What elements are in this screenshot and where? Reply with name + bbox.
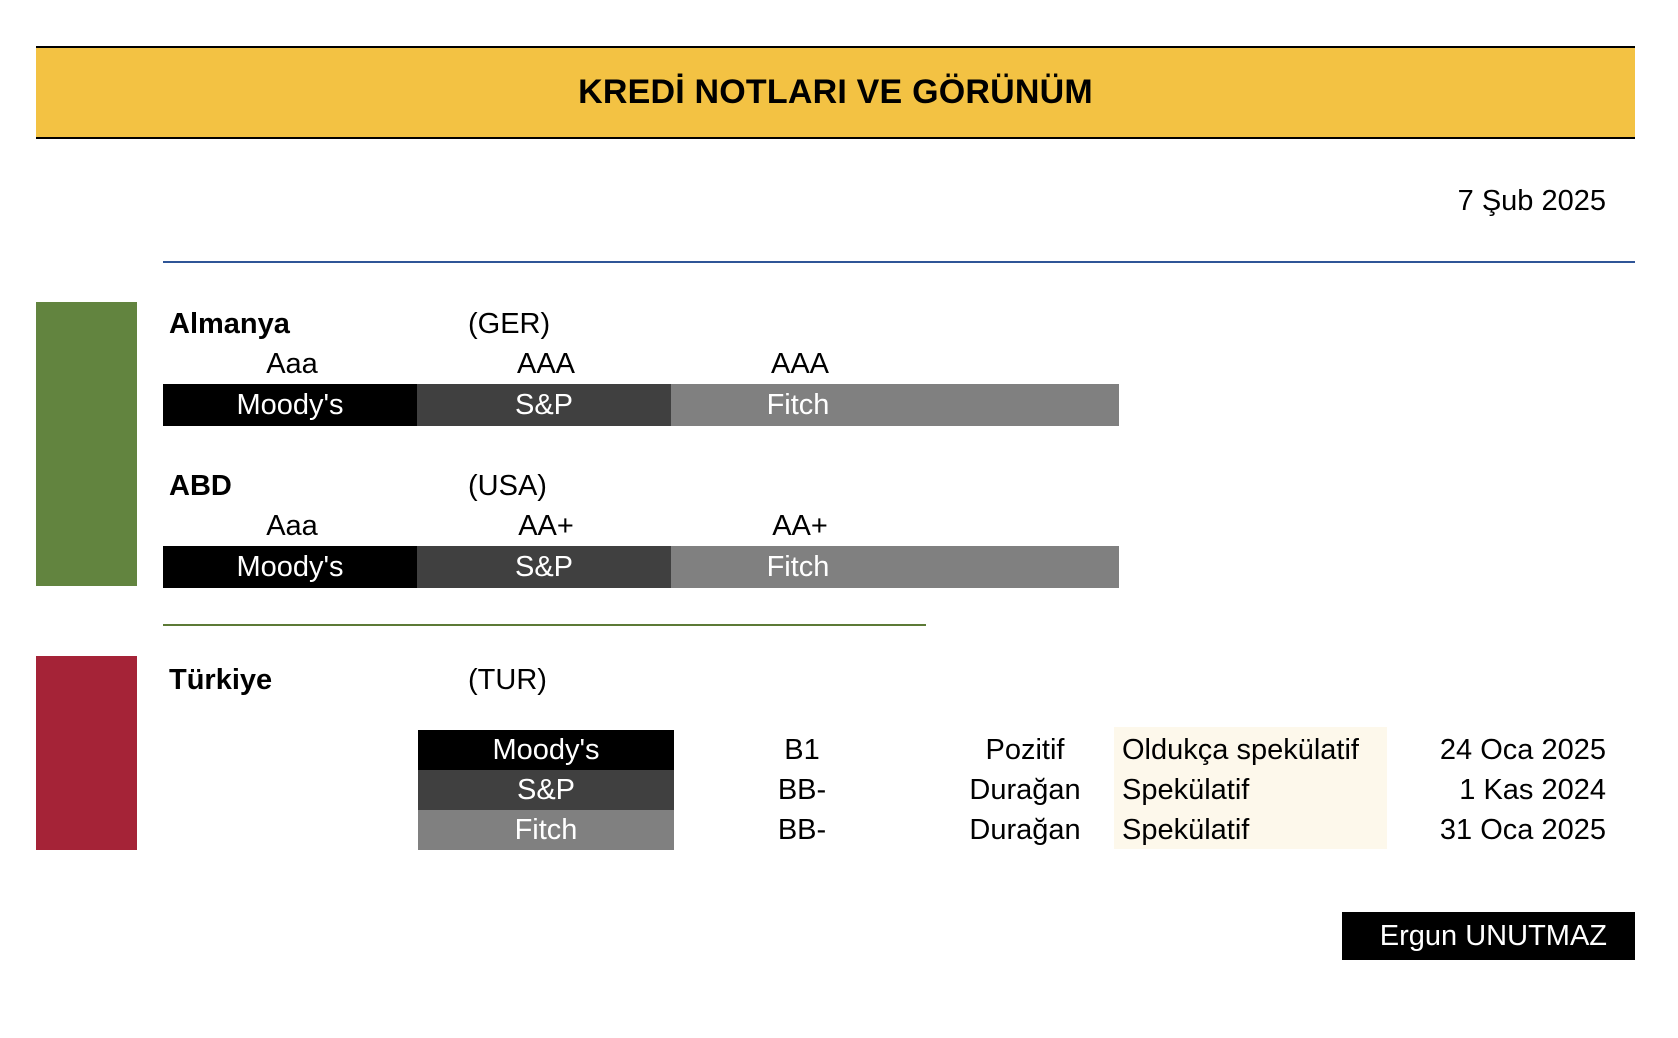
country-name-usa: ABD <box>169 470 232 502</box>
country-name-turkey: Türkiye <box>169 664 273 696</box>
usa-moodys-label: Moody's <box>163 546 417 588</box>
turkey-row-agency: Moody's <box>418 730 674 770</box>
germany-agency-bar-fill <box>925 384 1119 426</box>
germany-sp-label: S&P <box>417 384 671 426</box>
country-code-turkey: (TUR) <box>468 664 547 696</box>
turkey-row-description: Oldukça spekülatif <box>1122 733 1359 766</box>
usa-moodys-rating: Aaa <box>266 510 318 542</box>
turkey-row-agency: Fitch <box>418 810 674 850</box>
turkey-row-rating: B1 <box>784 733 820 766</box>
turkey-row-outlook: Pozitif <box>985 733 1065 766</box>
red-indicator-bar <box>36 656 137 850</box>
divider-blue <box>163 261 1635 263</box>
country-code-usa: (USA) <box>468 470 547 502</box>
germany-moodys-label: Moody's <box>163 384 417 426</box>
report-date: 7 Şub 2025 <box>1457 185 1606 217</box>
turkey-row-rating: BB- <box>777 813 827 846</box>
turkey-row-agency: S&P <box>418 770 674 810</box>
usa-fitch-rating: AA+ <box>772 510 828 542</box>
turkey-row-date: 1 Kas 2024 <box>1459 773 1606 806</box>
germany-fitch-rating: AAA <box>770 348 830 380</box>
usa-fitch-label: Fitch <box>671 546 925 588</box>
turkey-row-outlook: Durağan <box>969 773 1081 806</box>
country-name-germany: Almanya <box>169 308 290 340</box>
author-badge: Ergun UNUTMAZ <box>1342 912 1635 960</box>
turkey-row-date: 24 Oca 2025 <box>1439 733 1606 766</box>
page-title: KREDİ NOTLARI VE GÖRÜNÜM <box>36 46 1635 139</box>
germany-sp-rating: AAA <box>516 348 576 380</box>
usa-sp-label: S&P <box>417 546 671 588</box>
divider-green <box>163 624 926 626</box>
turkey-row-description: Spekülatif <box>1122 773 1250 806</box>
turkey-row-description: Spekülatif <box>1122 813 1250 846</box>
usa-sp-rating: AA+ <box>518 510 574 542</box>
green-indicator-bar <box>36 302 137 586</box>
germany-moodys-rating: Aaa <box>266 348 318 380</box>
turkey-row-outlook: Durağan <box>969 813 1081 846</box>
country-code-germany: (GER) <box>468 308 551 340</box>
usa-agency-bar-fill <box>925 546 1119 588</box>
germany-fitch-label: Fitch <box>671 384 925 426</box>
turkey-row-date: 31 Oca 2025 <box>1439 813 1606 846</box>
turkey-row-rating: BB- <box>777 773 827 806</box>
